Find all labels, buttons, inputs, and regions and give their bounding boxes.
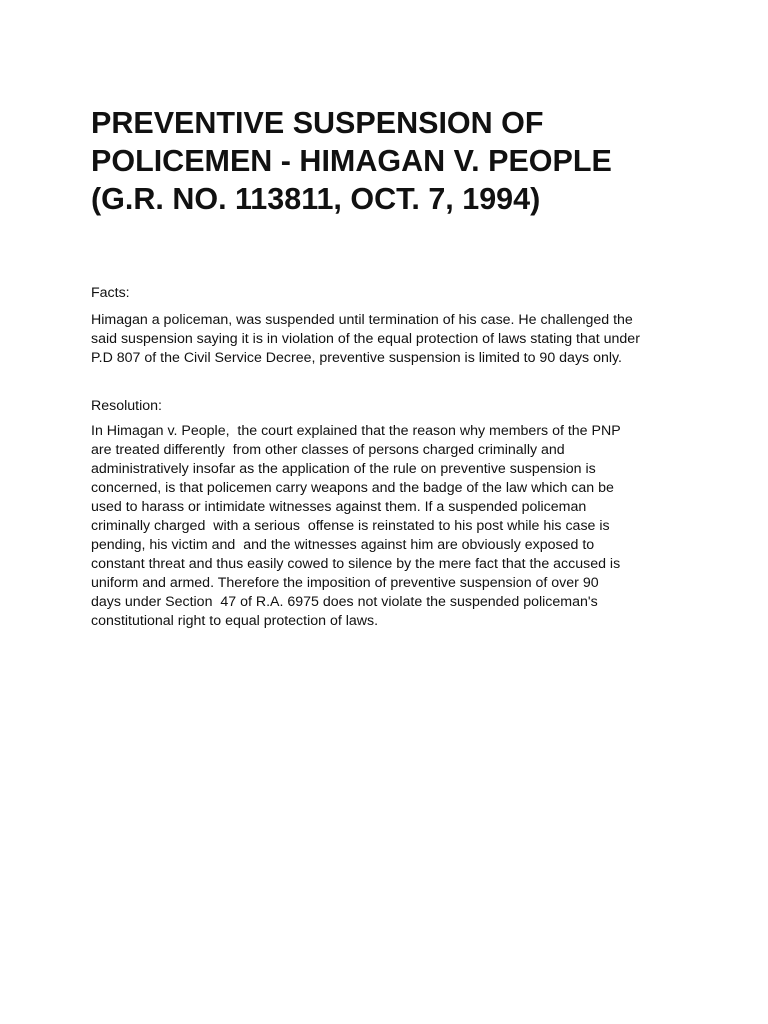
title-line: PREVENTIVE SUSPENSION OF	[91, 106, 544, 140]
text-line: used to harass or intimidate witnesses against them. If a suspended policeman	[91, 499, 587, 515]
text-line: said suspension saying it is in violation of the equal protection of laws stating that under	[91, 331, 640, 347]
text-line: days under Section 47 of R.A. 6975 does not violate the suspended policeman's	[91, 594, 598, 610]
resolution-paragraph	[91, 422, 691, 631]
document-page	[91, 104, 691, 631]
text-line: are treated differently from other classes of persons charged criminally and	[91, 442, 565, 458]
facts-paragraph	[91, 311, 691, 368]
text-line: In Himagan v. People, the court explained that the reason why members of the PNP	[91, 423, 621, 439]
title-line: (G.R. NO. 113811, OCT. 7, 1994)	[91, 182, 541, 216]
title-line: POLICEMEN - HIMAGAN V. PEOPLE	[91, 144, 612, 178]
text-line: constant threat and thus easily cowed to silence by the mere fact that the accused is	[91, 556, 621, 572]
text-line: Himagan a policeman, was suspended until termination of his case. He challenged the	[91, 312, 633, 328]
facts-heading: Facts:	[91, 285, 130, 301]
text-line: P.D 807 of the Civil Service Decree, preventive suspension is limited to 90 days only.	[91, 350, 622, 366]
resolution-heading: Resolution:	[91, 398, 162, 414]
text-line: concerned, is that policemen carry weapons and the badge of the law which can be	[91, 480, 614, 496]
text-line: criminally charged with a serious offense is reinstated to his post while his case is	[91, 518, 610, 534]
text-line: administratively insofar as the application of the rule on preventive suspension is	[91, 461, 596, 477]
document-title	[91, 104, 691, 218]
text-line: uniform and armed. Therefore the imposition of preventive suspension of over 90	[91, 575, 599, 591]
text-line: constitutional right to equal protection of laws.	[91, 613, 379, 629]
text-line: pending, his victim and and the witnesses against him are obviously exposed to	[91, 537, 595, 553]
